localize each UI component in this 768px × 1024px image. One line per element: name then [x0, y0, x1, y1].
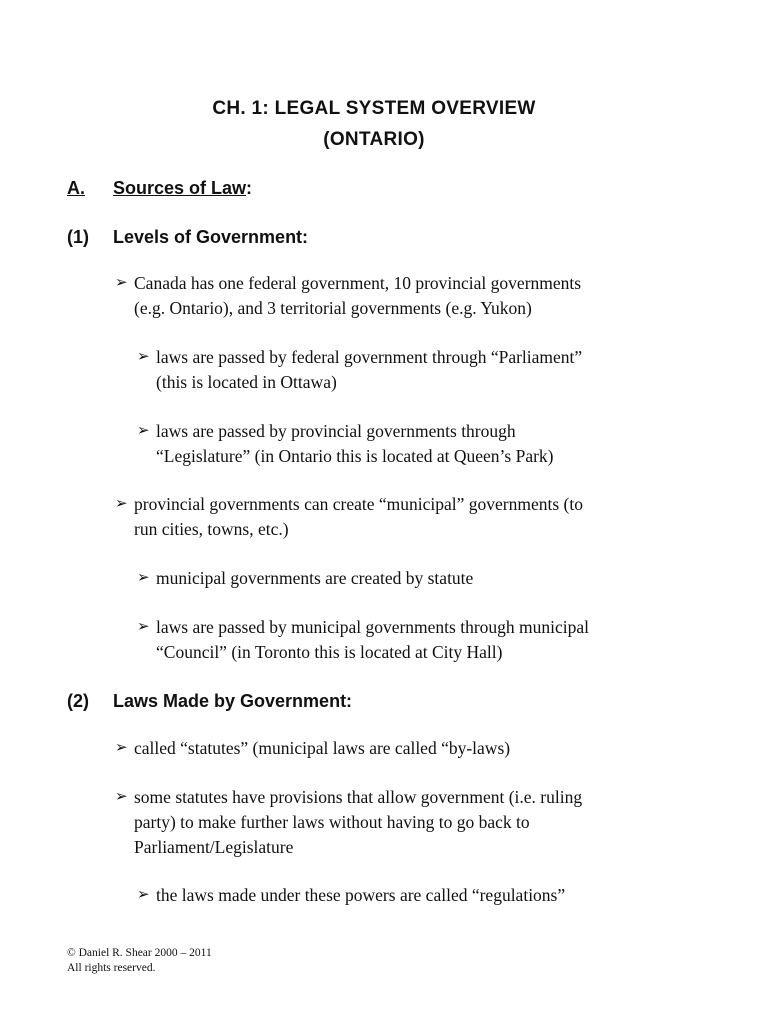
bullet-line: run cities, towns, etc.) [134, 519, 289, 539]
page-title-line-1: CH. 1: LEGAL SYSTEM OVERVIEW [212, 98, 536, 119]
arrow-bullet-icon: ➢ [115, 496, 128, 512]
bullet-line: municipal governments are created by statute [156, 568, 474, 588]
sub-bullet-regulations [137, 883, 565, 908]
bullet-statutes [115, 736, 510, 761]
section-1-number: (1) [67, 227, 89, 247]
arrow-bullet-icon: ➢ [137, 423, 150, 439]
section-1-title: Levels of Government: [113, 227, 309, 247]
arrow-bullet-icon: ➢ [137, 619, 150, 635]
footer-rights: All rights reserved. [67, 962, 156, 974]
bullet-municipal-governments [115, 492, 583, 542]
bullet-line: some statutes have provisions that allow government (i.e. ruling [134, 787, 583, 807]
bullet-line: the laws made under these powers are called “regulations” [156, 885, 566, 905]
section-2-heading [67, 688, 352, 714]
bullet-line: provincial governments can create “municipal” governments (to [134, 494, 583, 514]
arrow-bullet-icon: ➢ [115, 275, 128, 291]
bullet-provisions [115, 785, 582, 860]
arrow-bullet-icon: ➢ [115, 740, 128, 756]
bullet-line: laws are passed by federal government through “Parliament” [156, 347, 583, 367]
section-a-suffix: : [246, 178, 253, 198]
section-2-number: (2) [67, 691, 89, 711]
section-1-heading [67, 224, 308, 250]
sub-bullet-statute [137, 566, 473, 591]
section-2-title: Laws Made by Government: [113, 691, 353, 711]
bullet-line: party) to make further laws without having to go back to [134, 812, 530, 832]
bullet-line: Parliament/Legislature [134, 837, 294, 857]
arrow-bullet-icon: ➢ [137, 570, 150, 586]
section-a-heading [67, 175, 252, 201]
page-title-line-2: (ONTARIO) [323, 129, 425, 150]
bullet-line: laws are passed by municipal governments through municipal [156, 617, 590, 637]
sub-bullet-council [137, 615, 589, 665]
bullet-line: (this is located in Ottawa) [156, 372, 337, 392]
bullet-levels-canada [115, 271, 581, 321]
section-a-number: A. [67, 178, 85, 198]
arrow-bullet-icon: ➢ [137, 349, 150, 365]
bullet-line: laws are passed by provincial governments through [156, 421, 516, 441]
bullet-line: “Legislature” (in Ontario this is located at Queen’s Park) [156, 446, 554, 466]
bullet-line: called “statutes” (municipal laws are called “by-laws) [134, 738, 511, 758]
section-a-title: Sources of Law [113, 178, 247, 198]
bullet-line: Canada has one federal government, 10 provincial governments [134, 273, 582, 293]
bullet-line: (e.g. Ontario), and 3 territorial governments (e.g. Yukon) [134, 298, 532, 318]
sub-bullet-federal [137, 345, 582, 395]
arrow-bullet-icon: ➢ [137, 887, 150, 903]
bullet-line: “Council” (in Toronto this is located at City Hall) [156, 642, 503, 662]
footer-copyright: © Daniel R. Shear 2000 – 2011 [67, 947, 212, 959]
arrow-bullet-icon: ➢ [115, 789, 128, 805]
sub-bullet-provincial [137, 419, 554, 469]
